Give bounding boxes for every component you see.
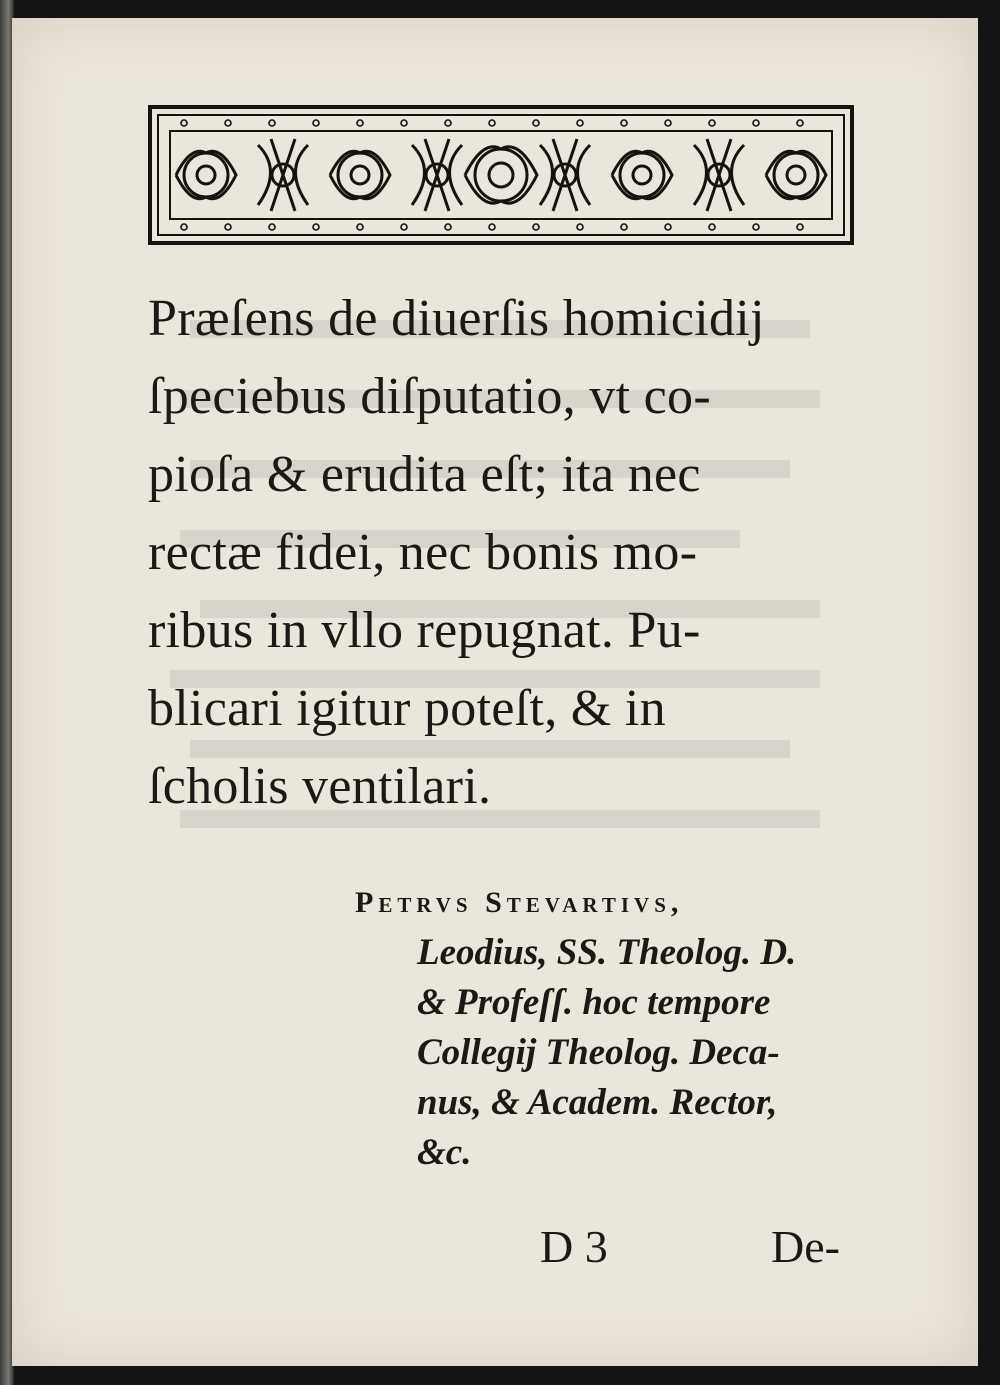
text-line: ribus in vllo repugnat. Pu- [148,602,701,659]
signature-line: & Profeſſ. hoc tempore [417,982,771,1023]
signature-line: Leodius, SS. Theolog. D. [417,932,797,973]
signature-mark: D 3 [540,1221,608,1272]
approbation-text [148,280,858,826]
text-line: ſpeciebus diſputatio, vt co- [148,368,711,425]
signature-block [355,878,855,1178]
text-line: blicari igitur poteſt, & in [148,680,666,737]
signature-line: nus, & Academ. Rector, [417,1082,778,1123]
page-footer [540,1220,850,1280]
text-line: rectæ fidei, nec bonis mo- [148,524,698,581]
text-line: pioſa & erudita eſt; ita nec [148,446,701,503]
text-line: Præſens de diuerſis homicidij [148,290,765,347]
catchword: De- [771,1221,840,1272]
text-line: ſcholis ventilari. [148,758,492,815]
signature-line: Collegij Theolog. Deca- [417,1032,780,1073]
signatory-name: Petrvs Stevartivs, [355,886,684,919]
woodcut-border-ornament [148,105,854,245]
signature-line: &c. [417,1132,472,1173]
